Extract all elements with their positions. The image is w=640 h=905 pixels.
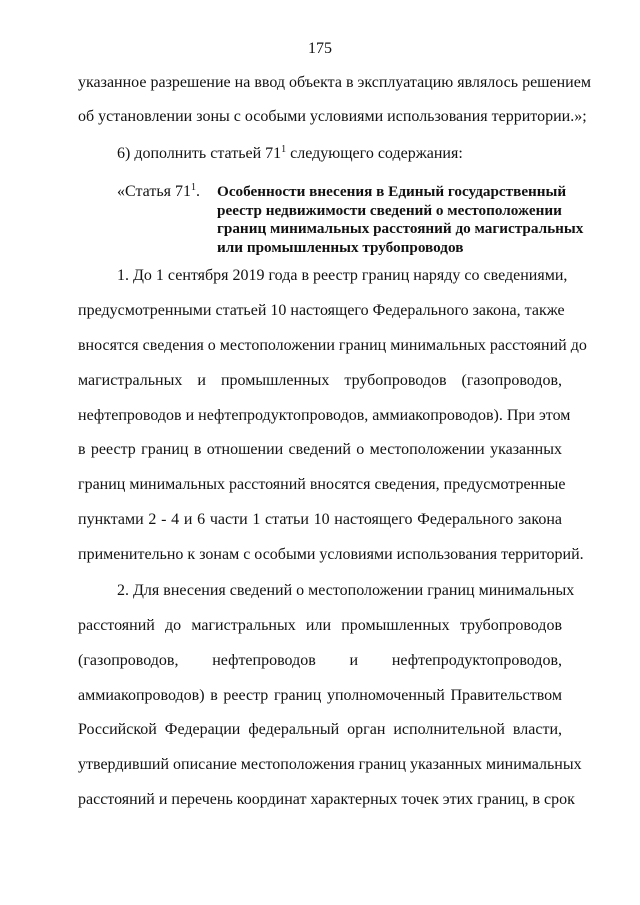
article-title-line: Особенности внесения в Единый государственный: [217, 183, 567, 200]
paragraph-2-line: Российской Федерации федеральный орган исполнительной власти,: [78, 721, 562, 738]
paragraph-1-line: применительно к зонам с особыми условиями использования территорий.: [78, 546, 584, 563]
paragraph-1-line: вносятся сведения о местоположении границ минимальных расстояний до: [78, 337, 587, 354]
paragraph-1-line: предусмотренными статьей 10 настоящего Федерального закона, также: [78, 302, 565, 319]
article-title-line: границ минимальных расстояний до магистральных: [217, 220, 584, 237]
paragraph-2-line: расстояний до магистральных или промышленных трубопроводов: [78, 617, 562, 634]
body-line: указанное разрешение на ввод объекта в эксплуатацию являлось решением: [78, 74, 591, 91]
body-line: об установлении зоны с особыми условиями использования территории.»;: [78, 108, 587, 125]
page-number: 175: [308, 40, 332, 57]
paragraph-2-line: 2. Для внесения сведений о местоположении границ минимальных: [117, 582, 575, 599]
article-title: [217, 183, 584, 257]
paragraph-1-line: магистральных и промышленных трубопроводов (газопроводов,: [78, 372, 562, 389]
paragraph-2-line: (газопроводов, нефтепроводов и нефтепродуктопроводов,: [78, 652, 562, 669]
paragraph-2-line: расстояний и перечень координат характерных точек этих границ, в срок: [78, 791, 575, 808]
article-label: «Статья $71^1$.: [117, 182, 200, 200]
paragraph-2-line: аммиакопроводов) в реестр границ уполномоченный Правительством: [78, 687, 562, 704]
article-title-line: или промышленных трубопроводов: [217, 238, 464, 256]
paragraph-1-line: нефтепроводов и нефтепродуктопроводов, аммиакопроводов). При этом: [78, 407, 571, 424]
paragraph-1-line: пунктами 2 - 4 и 6 части 1 статьи 10 настоящего Федерального закона: [78, 511, 562, 528]
paragraph-2-line: утвердивший описание местоположения границ указанных минимальных: [78, 756, 582, 773]
item-6-line: 6) дополнить статьей $71^1$ следующего содержания:: [117, 144, 463, 162]
article-title-line: реестр недвижимости сведений о местоположении: [217, 201, 562, 219]
paragraph-1-line: 1. До 1 сентября 2019 года в реестр границ наряду со сведениями,: [117, 267, 568, 284]
paragraph-1-line: в реестр границ в отношении сведений о местоположении указанных: [78, 441, 562, 458]
paragraph-1-line: границ минимальных расстояний вносятся сведения, предусмотренные: [78, 476, 566, 493]
